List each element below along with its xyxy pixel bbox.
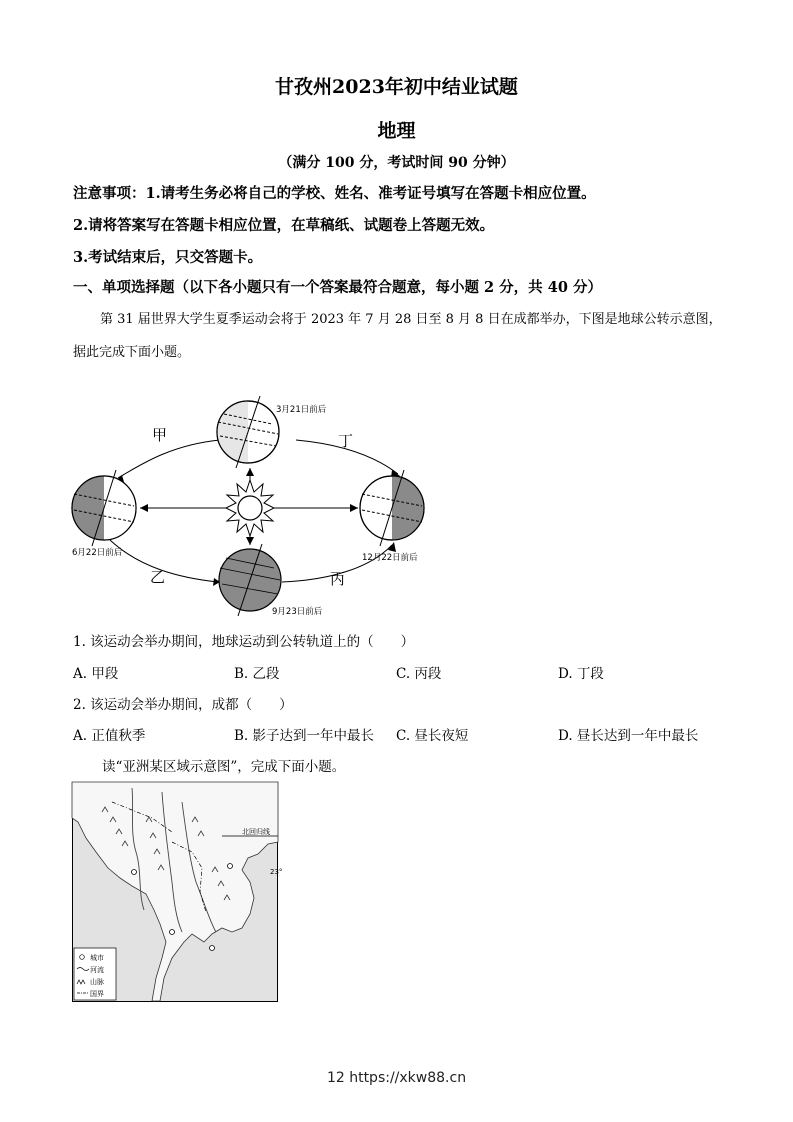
legend-city: 城市 — [90, 954, 104, 962]
earth-december — [360, 470, 424, 546]
city-marker — [228, 864, 233, 869]
orbit-arc-jia — [118, 440, 220, 478]
question-1-option-c[interactable]: C. 丙段 — [396, 666, 442, 682]
asia-region-map — [72, 782, 283, 1002]
date-label-september: 9月23日前后 — [272, 607, 323, 617]
earth-june — [72, 470, 136, 546]
segment-label-bing: 丙 — [330, 570, 346, 588]
sun-icon — [226, 480, 274, 536]
segment-label-jia: 甲 — [152, 426, 168, 444]
section-heading: 一、单项选择题（以下各小题只有一个答案最符合题意，每小题 2 分，共 40 分） — [73, 279, 602, 296]
tropic-label: 北回归线 — [242, 828, 270, 836]
question-2-option-d[interactable]: D. 昼长达到一年中最长 — [558, 728, 699, 744]
city-marker — [170, 930, 175, 935]
map-legend — [74, 948, 116, 1000]
question-1-option-a[interactable]: A. 甲段 — [73, 666, 119, 682]
segment-label-yi: 乙 — [150, 568, 166, 586]
intro-line-2: 据此完成下面小题。 — [73, 345, 191, 360]
legend-border: 国界 — [90, 990, 104, 998]
city-marker — [132, 870, 137, 875]
page-footer: 12 https://xkw88.cn — [326, 1070, 467, 1086]
question-2-option-b[interactable]: B. 影子达到一年中最长 — [234, 728, 375, 744]
question-2-option-a[interactable]: A. 正值秋季 — [73, 728, 146, 744]
notice-line-3: 3.考试结束后，只交答题卡。 — [73, 249, 263, 266]
date-label-december: 12月22日前后 — [362, 553, 418, 563]
question-2-stem: 2. 该运动会举办期间，成都（ ） — [73, 697, 293, 713]
legend-river: 河流 — [90, 966, 104, 974]
question-1-option-d[interactable]: D. 丁段 — [558, 666, 604, 682]
map-intro: 读“亚洲某区域示意图”，完成下面小题。 — [102, 759, 346, 775]
segment-label-ding: 丁 — [338, 432, 354, 450]
city-marker — [210, 946, 215, 951]
earth-orbit-diagram — [60, 390, 440, 622]
exam-title: 甘孜州2023年初中结业试题 — [275, 76, 518, 98]
earth-september — [219, 544, 281, 616]
question-1-stem: 1. 该运动会举办期间，地球运动到公转轨道上的（ ） — [73, 634, 415, 650]
date-label-march: 3月21日前后 — [276, 405, 327, 415]
question-2-option-c[interactable]: C. 昼长夜短 — [396, 728, 469, 744]
question-1-option-b[interactable]: B. 乙段 — [234, 666, 280, 682]
score-info: （满分 100 分，考试时间 90 分钟） — [278, 155, 515, 171]
intro-line-1: 第 31 届世界大学生夏季运动会将于 2023 年 7 月 28 日至 8 月 8 日在成都举办，下图是地球公转示意图， — [100, 312, 722, 327]
notice-line-1: 注意事项：1.请考生务必将自己的学校、姓名、准考证号填写在答题卡相应位置。 — [73, 185, 596, 202]
degree-label: 23° — [270, 868, 283, 876]
legend-mountain: 山脉 — [90, 978, 104, 986]
date-label-june: 6月22日前后 — [72, 548, 123, 558]
subject-title: 地理 — [377, 120, 416, 142]
notice-line-2: 2.请将答案写在答题卡相应位置，在草稿纸、试题卷上答题无效。 — [73, 217, 495, 234]
earth-march — [217, 396, 279, 468]
